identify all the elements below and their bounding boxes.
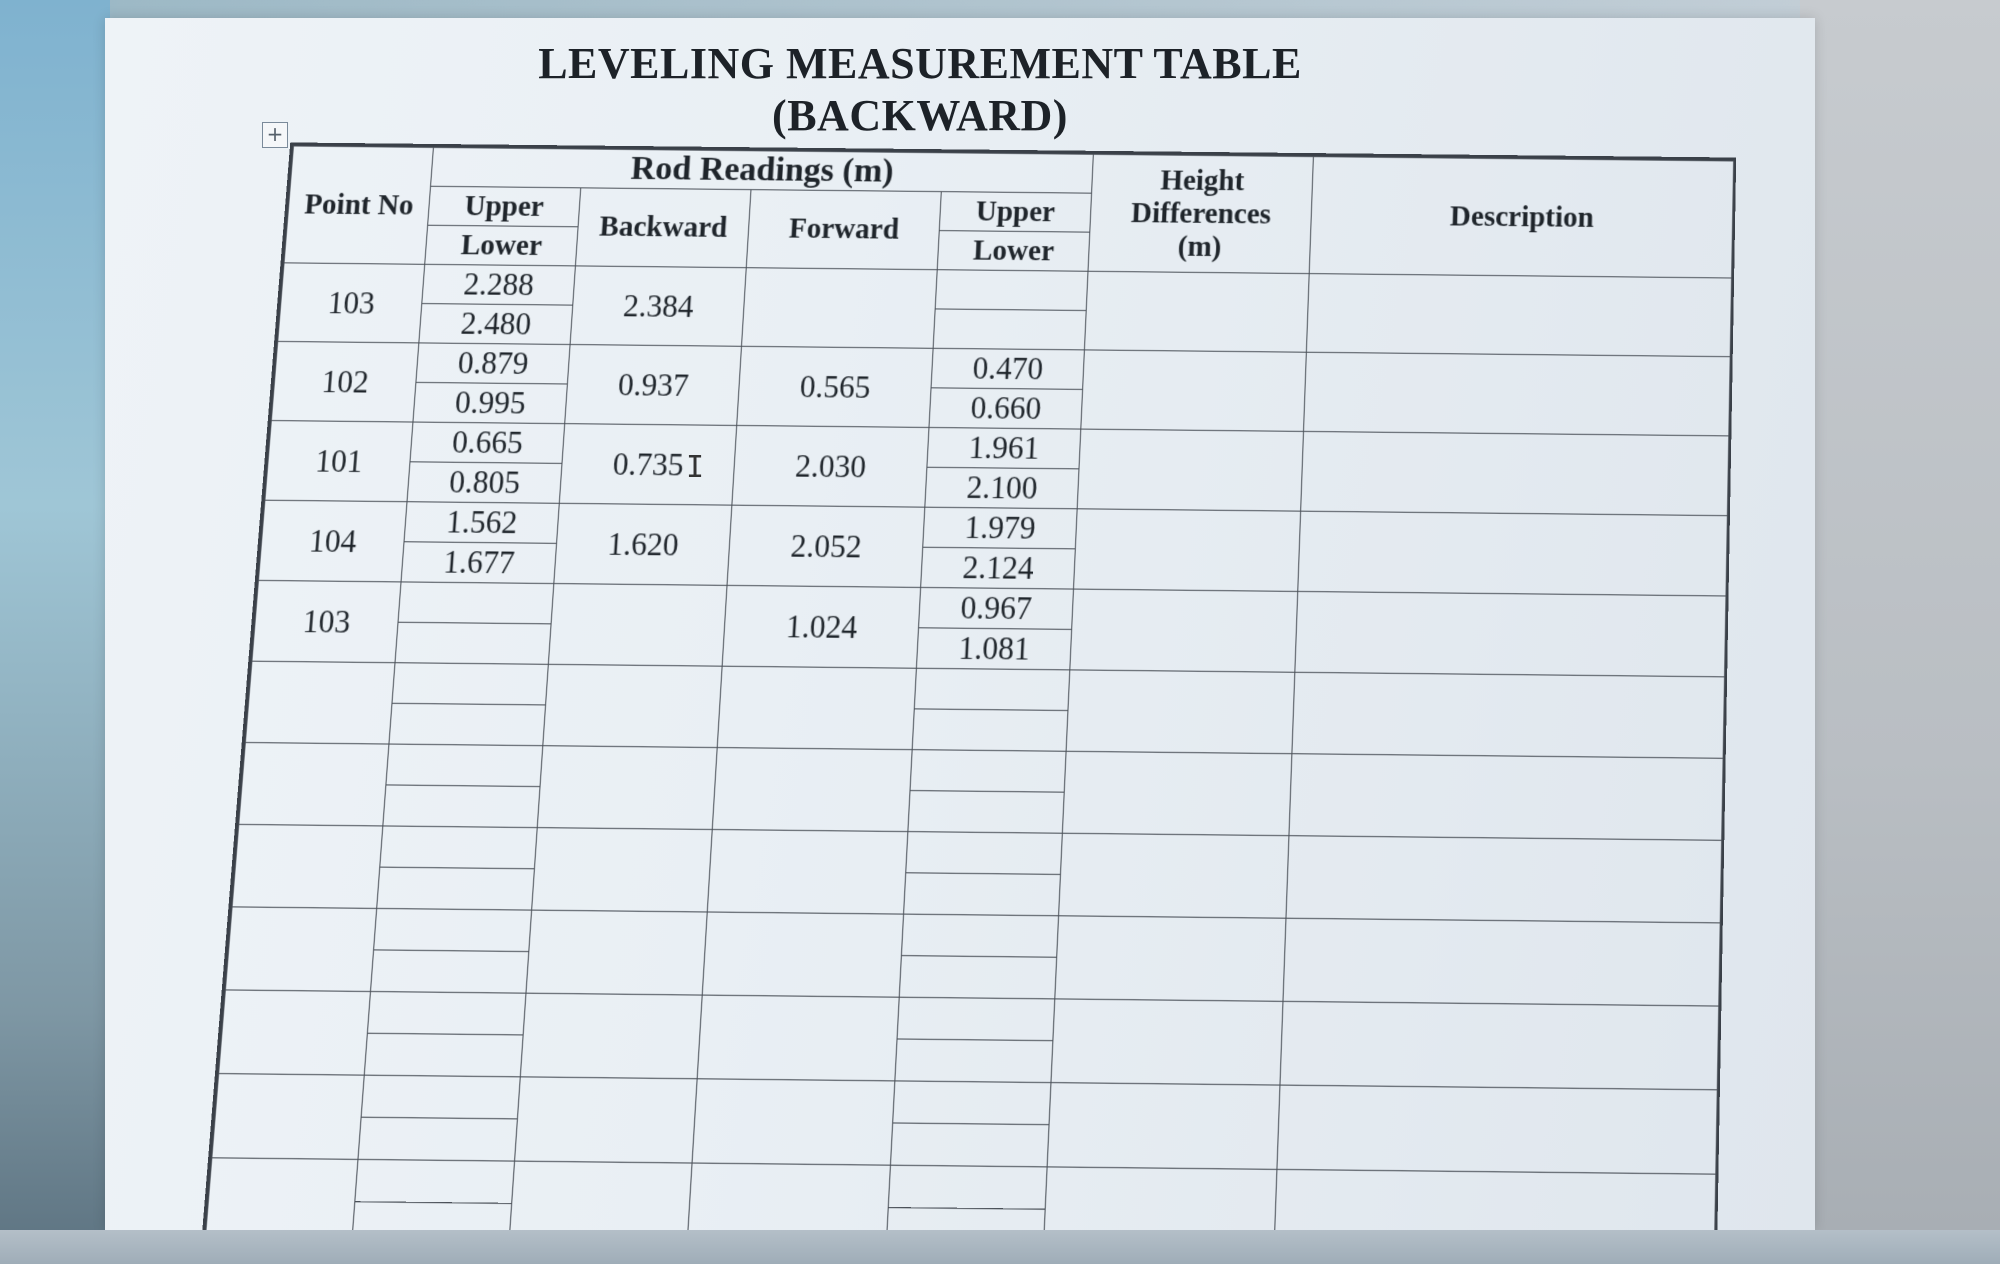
forward-cell[interactable] xyxy=(741,268,937,349)
header-height-differences xyxy=(1088,154,1313,273)
background-left xyxy=(0,0,110,1264)
forward-upper-cell[interactable] xyxy=(888,1165,1047,1209)
forward-lower-cell[interactable] xyxy=(933,309,1086,350)
lower-reading-cell[interactable] xyxy=(389,703,546,745)
upper-reading-cell[interactable]: 1.562 xyxy=(404,502,559,544)
description-cell[interactable] xyxy=(1280,1001,1719,1089)
forward-lower-cell[interactable]: 1.081 xyxy=(916,628,1071,670)
upper-reading-cell[interactable] xyxy=(355,1159,515,1203)
header-upper-forward: Upper xyxy=(939,192,1091,233)
point-no-cell[interactable]: 101 xyxy=(265,421,413,502)
upper-reading-cell[interactable]: 0.879 xyxy=(416,343,570,384)
upper-reading-cell[interactable]: 0.665 xyxy=(410,422,565,463)
description-cell[interactable] xyxy=(1283,918,1720,1006)
background-right xyxy=(1800,0,2000,1264)
upper-reading-cell[interactable] xyxy=(367,991,526,1034)
lower-reading-cell[interactable]: 0.995 xyxy=(413,382,567,423)
forward-upper-cell[interactable]: 0.967 xyxy=(919,587,1074,629)
forward-upper-cell[interactable]: 0.470 xyxy=(931,348,1084,389)
header-description: Description xyxy=(1309,157,1733,278)
height-difference-cell[interactable] xyxy=(1059,833,1289,918)
bottom-bar xyxy=(0,1230,2000,1264)
forward-cell[interactable] xyxy=(702,912,903,997)
description-cell[interactable] xyxy=(1298,511,1728,596)
forward-cell[interactable] xyxy=(692,1079,895,1165)
description-cell[interactable] xyxy=(1277,1085,1717,1174)
text-cursor-icon: I xyxy=(686,450,705,485)
height-difference-cell[interactable] xyxy=(1047,1083,1280,1170)
forward-upper-cell[interactable] xyxy=(906,832,1063,875)
backward-cell[interactable] xyxy=(548,584,727,667)
lower-reading-cell[interactable] xyxy=(364,1033,523,1077)
header-rod-readings: Rod Readings (m) xyxy=(431,147,1094,193)
backward-cell[interactable] xyxy=(537,746,717,830)
backward-cell[interactable]: 2.384 xyxy=(570,266,746,346)
forward-upper-cell[interactable]: 1.961 xyxy=(927,427,1081,468)
page-subtitle: (BACKWARD) xyxy=(772,91,1068,140)
lower-reading-cell[interactable] xyxy=(383,785,540,828)
upper-reading-cell[interactable]: 2.288 xyxy=(422,264,576,305)
height-difference-cell[interactable] xyxy=(1084,271,1309,352)
point-no-cell[interactable]: 104 xyxy=(258,500,407,582)
point-no-cell[interactable] xyxy=(212,1074,364,1160)
lower-reading-cell[interactable]: 2.480 xyxy=(419,304,573,345)
description-cell[interactable] xyxy=(1286,836,1722,923)
lower-reading-cell[interactable] xyxy=(395,622,551,664)
forward-lower-cell[interactable]: 2.124 xyxy=(921,547,1076,589)
forward-cell[interactable] xyxy=(697,995,899,1081)
height-difference-cell[interactable] xyxy=(1051,999,1283,1085)
forward-cell[interactable]: 2.030 xyxy=(732,425,929,507)
height-difference-cell[interactable] xyxy=(1055,916,1286,1002)
description-cell[interactable] xyxy=(1292,672,1725,758)
forward-upper-cell[interactable] xyxy=(910,750,1066,793)
header-lower-forward: Lower xyxy=(937,231,1090,272)
point-no-cell[interactable] xyxy=(239,743,389,826)
point-no-cell[interactable] xyxy=(219,990,371,1075)
forward-upper-cell[interactable] xyxy=(935,270,1088,311)
lower-reading-cell[interactable] xyxy=(377,867,535,910)
upper-reading-cell[interactable] xyxy=(392,663,548,705)
forward-cell[interactable] xyxy=(717,666,916,749)
height-difference-cell[interactable] xyxy=(1066,670,1295,754)
backward-cell[interactable] xyxy=(532,828,713,912)
forward-cell[interactable] xyxy=(707,829,908,914)
forward-lower-cell[interactable] xyxy=(904,873,1061,916)
forward-lower-cell[interactable]: 0.660 xyxy=(929,388,1083,429)
forward-upper-cell[interactable] xyxy=(897,997,1055,1040)
forward-lower-cell[interactable] xyxy=(895,1039,1053,1083)
forward-lower-cell[interactable] xyxy=(908,791,1064,834)
forward-upper-cell[interactable] xyxy=(901,914,1058,957)
height-difference-cell[interactable] xyxy=(1074,509,1301,592)
backward-cell[interactable] xyxy=(543,664,722,747)
forward-lower-cell[interactable] xyxy=(912,709,1068,751)
point-no-cell[interactable] xyxy=(245,661,395,744)
description-cell[interactable] xyxy=(1306,274,1731,357)
forward-lower-cell[interactable] xyxy=(890,1123,1049,1167)
forward-cell[interactable]: 0.565 xyxy=(737,346,933,427)
backward-cell[interactable] xyxy=(515,1077,698,1163)
page-title: LEVELING MEASUREMENT TABLE xyxy=(538,39,1302,88)
backward-cell[interactable] xyxy=(526,910,707,995)
upper-reading-cell[interactable] xyxy=(398,582,554,624)
upper-reading-cell[interactable] xyxy=(361,1075,520,1119)
forward-upper-cell[interactable] xyxy=(893,1081,1051,1125)
height-difference-cell[interactable] xyxy=(1081,350,1307,432)
lower-reading-cell[interactable]: 1.677 xyxy=(401,542,557,584)
move-handle-icon[interactable]: + xyxy=(262,122,288,148)
lower-reading-cell[interactable]: 0.805 xyxy=(407,462,562,504)
height-difference-cell[interactable] xyxy=(1077,429,1303,511)
point-no-cell[interactable]: 103 xyxy=(252,580,401,662)
header-lower: Lower xyxy=(425,225,578,266)
forward-lower-cell[interactable] xyxy=(899,956,1056,999)
backward-cell[interactable]: 0.937 xyxy=(565,344,742,425)
header-height-line3: (m) xyxy=(1177,230,1223,263)
lower-reading-cell[interactable] xyxy=(358,1117,517,1161)
upper-reading-cell[interactable] xyxy=(374,908,532,951)
header-forward: Forward xyxy=(746,190,941,270)
point-no-cell[interactable] xyxy=(225,907,376,992)
header-point-no: Point No xyxy=(284,146,433,264)
backward-cell[interactable] xyxy=(520,993,702,1079)
forward-upper-cell[interactable] xyxy=(914,668,1070,710)
forward-cell[interactable]: 1.024 xyxy=(722,585,920,668)
forward-upper-cell[interactable]: 1.979 xyxy=(923,507,1077,549)
upper-reading-cell[interactable] xyxy=(380,826,537,869)
backward-cell[interactable]: 1.620 xyxy=(554,503,732,585)
forward-lower-cell[interactable]: 2.100 xyxy=(925,467,1079,509)
header-height-line1: Height xyxy=(1159,163,1245,197)
height-difference-cell[interactable] xyxy=(1070,589,1298,672)
upper-reading-cell[interactable] xyxy=(386,744,543,787)
description-cell[interactable] xyxy=(1289,754,1723,841)
description-cell[interactable] xyxy=(1304,352,1731,436)
forward-cell[interactable] xyxy=(712,748,912,832)
forward-cell[interactable]: 2.052 xyxy=(727,505,925,587)
point-no-cell[interactable]: 103 xyxy=(278,263,425,343)
header-backward: Backward xyxy=(575,188,751,268)
point-no-cell[interactable] xyxy=(232,824,383,908)
description-cell[interactable] xyxy=(1301,431,1729,515)
lower-reading-cell[interactable] xyxy=(370,950,528,993)
header-height-line2: Differences xyxy=(1130,196,1272,231)
point-no-cell[interactable]: 102 xyxy=(271,341,419,422)
backward-cell[interactable]: 0.735 xyxy=(559,424,736,506)
description-cell[interactable] xyxy=(1295,591,1726,676)
leveling-table xyxy=(194,142,1736,1264)
height-difference-cell[interactable] xyxy=(1062,751,1292,835)
header-upper: Upper xyxy=(428,186,581,227)
